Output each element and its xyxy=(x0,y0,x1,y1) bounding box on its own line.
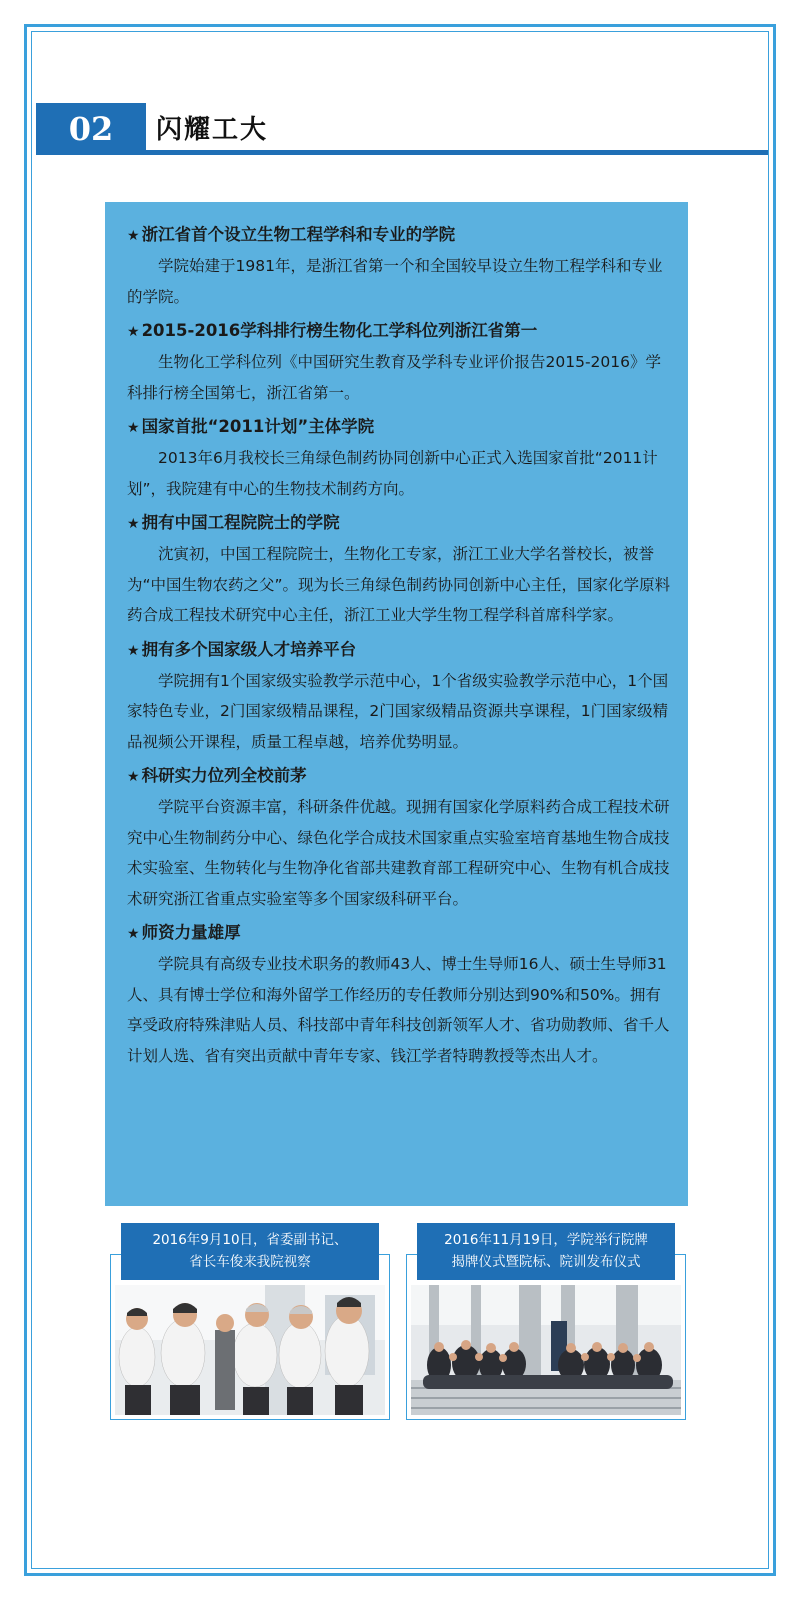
highlight-heading-text: 师资力量雄厚 xyxy=(141,923,241,942)
highlight-body: 生物化工学科位列《中国研究生教育及学科专业评价报告2015-2016》学科排行榜全国第七，浙江省第一。 xyxy=(127,353,661,402)
highlight-item xyxy=(127,635,672,758)
highlight-body: 学院具有高级专业技术职务的教师43人、博士生导师16人、硕士生导师31人、具有博士学位和海外留学工作经历的专任教师分别达到90%和50%。拥有享受政府特殊津贴人员、科技部中青年科技创新领军人才、省功勋教师、省千人计划人选、省有突出贡献中青年专家、钱江学者特聘教授等杰出人才。 xyxy=(127,955,670,1065)
highlight-item xyxy=(127,412,672,504)
highlight-heading-text: 国家首批“2011计划”主体学院 xyxy=(141,417,375,436)
highlight-body: 学院拥有1个国家级实验教学示范中心，1个省级实验教学示范中心，1个国家特色专业，2门国家级精品课程，2门国家级精品资源共享课程，1门国家级精品视频公开课程，质量工程卓越，培养优势明显。 xyxy=(127,671,669,751)
photo-caption xyxy=(121,1223,379,1280)
star-icon: ★ xyxy=(127,769,140,785)
highlight-heading xyxy=(127,508,672,539)
highlight-body: 2013年6月我校长三角绿色制药协同创新中心正式入选国家首批“2011计划”，我院建有中心的生物技术制药方向。 xyxy=(127,449,658,498)
caption-line: 2016年11月19日，学院举行院牌 xyxy=(444,1232,648,1248)
highlight-body: 学院平台资源丰富，科研条件优越。现拥有国家化学原料药合成工程技术研究中心生物制药分中心、绿色化学合成技术国家重点实验室培育基地生物合成技术实验室、生物转化与生物净化省部共建教育部工程研究中心、生物有机合成技术研究浙江省重点实验室等多个国家级科研平台。 xyxy=(127,798,670,908)
highlight-heading-text: 科研实力位列全校前茅 xyxy=(141,766,307,785)
section-number: 02 xyxy=(36,103,146,155)
star-icon: ★ xyxy=(127,324,140,340)
photo-caption xyxy=(417,1223,675,1280)
highlight-item xyxy=(127,918,672,1071)
highlight-item xyxy=(127,220,672,312)
highlights-panel xyxy=(105,202,688,1206)
highlight-heading xyxy=(127,220,672,251)
caption-line: 揭牌仪式暨院标、院训发布仪式 xyxy=(451,1254,641,1270)
star-icon: ★ xyxy=(127,420,140,436)
highlight-item xyxy=(127,316,672,408)
caption-line: 2016年9月10日，省委副书记、 xyxy=(152,1232,348,1248)
highlight-heading-text: 拥有多个国家级人才培养平台 xyxy=(141,639,357,659)
highlight-item xyxy=(127,761,672,914)
photo-image xyxy=(115,1285,385,1415)
star-icon: ★ xyxy=(127,228,140,244)
highlight-heading xyxy=(127,316,672,347)
highlight-body: 学院始建于1981年，是浙江省第一个和全国较早设立生物工程学科和专业的学院。 xyxy=(127,257,663,306)
highlight-heading xyxy=(127,412,672,443)
star-icon: ★ xyxy=(127,516,140,532)
highlight-item xyxy=(127,508,672,631)
highlight-heading-text: 浙江省首个设立生物工程学科和专业的学院 xyxy=(141,225,456,244)
caption-line: 省长车俊来我院视察 xyxy=(189,1254,311,1270)
photo-visit xyxy=(110,1223,390,1420)
header-divider xyxy=(146,150,768,155)
section-header xyxy=(36,103,768,158)
section-title: 闪耀工大 xyxy=(156,115,269,145)
highlight-heading xyxy=(127,635,672,666)
star-icon: ★ xyxy=(127,926,140,942)
star-icon: ★ xyxy=(127,642,140,659)
photo-ceremony xyxy=(406,1223,686,1420)
highlight-heading xyxy=(127,918,672,949)
highlight-heading-text: 拥有中国工程院院士的学院 xyxy=(141,513,340,532)
highlight-body: 沈寅初，中国工程院院士，生物化工专家，浙江工业大学名誉校长，被誉为“中国生物农药之父”。现为长三角绿色制药协同创新中心主任，国家化学原料药合成工程技术研究中心主任，浙江工业大学生物工程学科首席科学家。 xyxy=(127,545,671,624)
photo-image xyxy=(411,1285,681,1415)
highlight-heading-text: 2015-2016学科排行榜生物化工学科位列浙江省第一 xyxy=(141,321,538,340)
highlight-heading xyxy=(127,761,672,792)
